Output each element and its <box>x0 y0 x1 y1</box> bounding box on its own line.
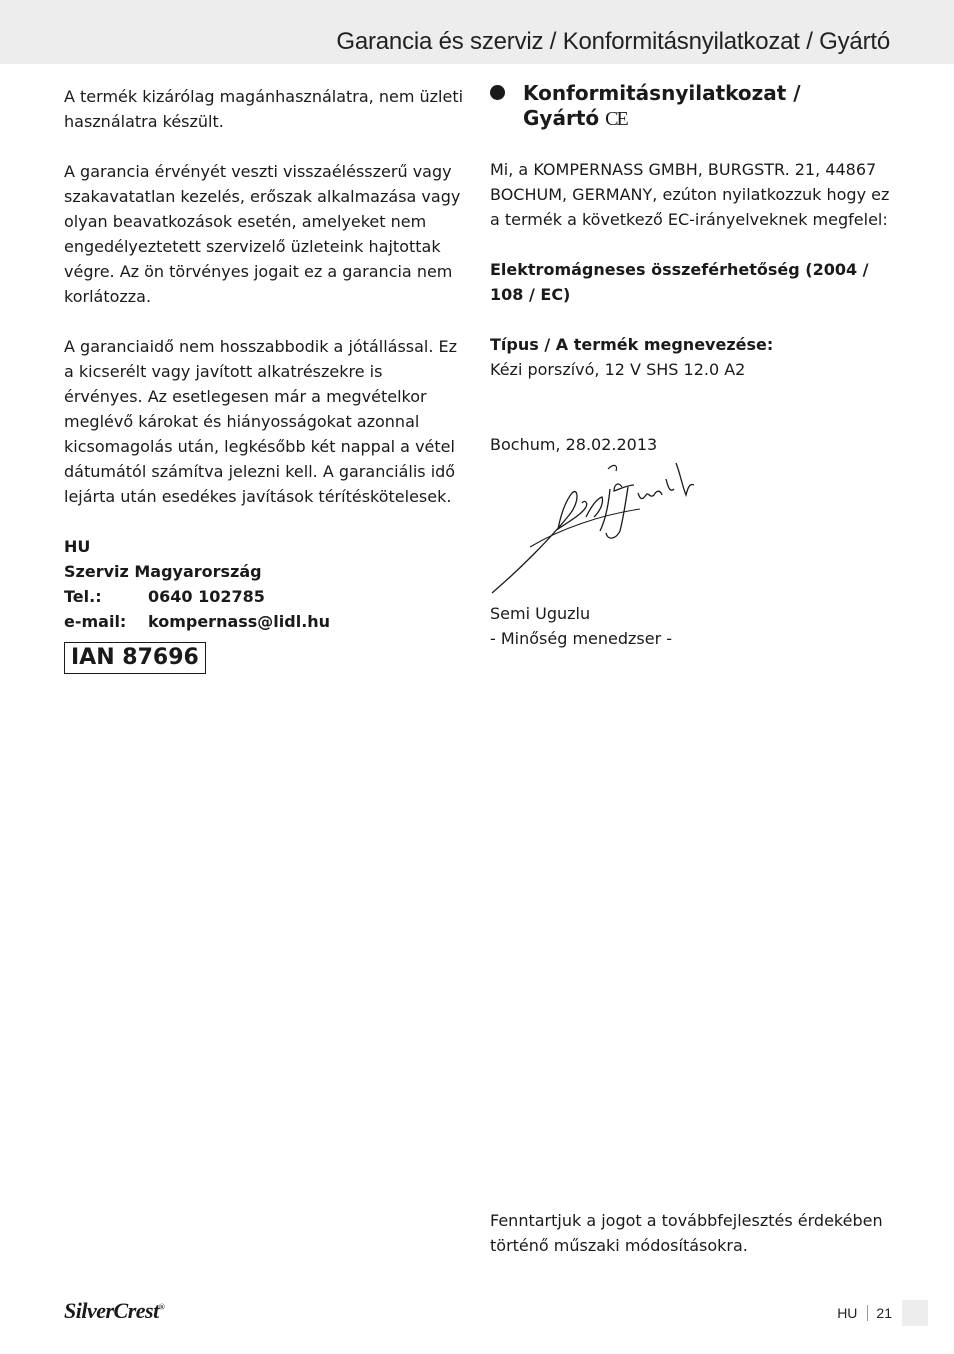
service-country: HU <box>64 537 91 556</box>
tel-label: Tel.: <box>64 587 102 606</box>
page-footer <box>837 1300 928 1326</box>
conformity-heading <box>490 81 890 132</box>
place-date: Bochum, 28.02.2013 <box>490 435 658 454</box>
page-title: Garancia és szerviz / Konformitásnyilatkozat / Gyártó <box>336 28 890 55</box>
warranty-period-paragraph: A garanciaidő nem hosszabbodik a jótállással. Ez a kicserélt vagy javított alkatrészekre is érvényes. Az esetlegesen már a megvételkor meglévő károkat és hiányosságokat azonnal kicsomagolás után, legkésőbb két nappal a vétel dátumától számítva jelezni kell. A garanciális idő lejárta után esedékes javítások térítéskötelesek. <box>64 337 458 506</box>
service-name: Szerviz Magyarország <box>64 562 262 581</box>
tel-value: 0640 102785 <box>148 587 265 606</box>
warranty-void-paragraph: A garancia érvényét veszti visszaélésszerű vagy szakavatatlan kezelés, erőszak alkalmazása vagy olyan beavatkozások esetén, amelyeket nem engedélyeztetett szervizelő üzleteink hajtottak végre. Az ön törvényes jogait ez a garancia nem korlátozza. <box>64 162 461 306</box>
left-column <box>64 84 464 674</box>
tel-row <box>64 584 464 609</box>
type-value: Kézi porszívó, 12 V SHS 12.0 A2 <box>490 360 746 379</box>
footer-language: HU <box>837 1305 868 1321</box>
registered-mark: ® <box>158 1302 165 1312</box>
page-number: 21 <box>876 1305 892 1321</box>
ce-mark-icon: CE <box>605 108 627 130</box>
conformity-heading-text: Konformitásnyilatkozat / Gyártó <box>523 81 801 130</box>
email-label: e-mail: <box>64 612 127 631</box>
declaration-paragraph: Mi, a KOMPERNASS GMBH, BURGSTR. 21, 44867 BOCHUM, GERMANY, ezúton nyilatkozzuk hogy ez a termék a következő EC-irányelveknek megfelel: <box>490 160 890 229</box>
signer-role: - Minőség menedzser - <box>490 629 673 648</box>
signature-image <box>490 459 700 599</box>
silvercrest-logo <box>64 1298 164 1324</box>
usage-paragraph: A termék kizárólag magánhasználatra, nem üzleti használatra készült. <box>64 87 464 131</box>
technical-changes-note: Fenntartjuk a jogot a továbbfejlesztés érdekében történő műszaki módosításokra. <box>490 1211 883 1255</box>
directive-text: Elektromágneses összeférhetőség (2004 / 108 / EC) <box>490 260 869 304</box>
silvercrest-logo-text: SilverCrest <box>64 1298 159 1323</box>
right-column <box>490 81 890 651</box>
signer-name: Semi Uguzlu <box>490 604 591 623</box>
email-value: kompernass@lidl.hu <box>148 612 331 631</box>
service-contact <box>64 534 464 634</box>
email-row <box>64 609 464 634</box>
bullet-icon <box>490 85 505 100</box>
page-tab <box>902 1300 928 1326</box>
ian-box: IAN 87696 <box>64 642 206 674</box>
type-label: Típus / A termék megnevezése: <box>490 335 774 354</box>
